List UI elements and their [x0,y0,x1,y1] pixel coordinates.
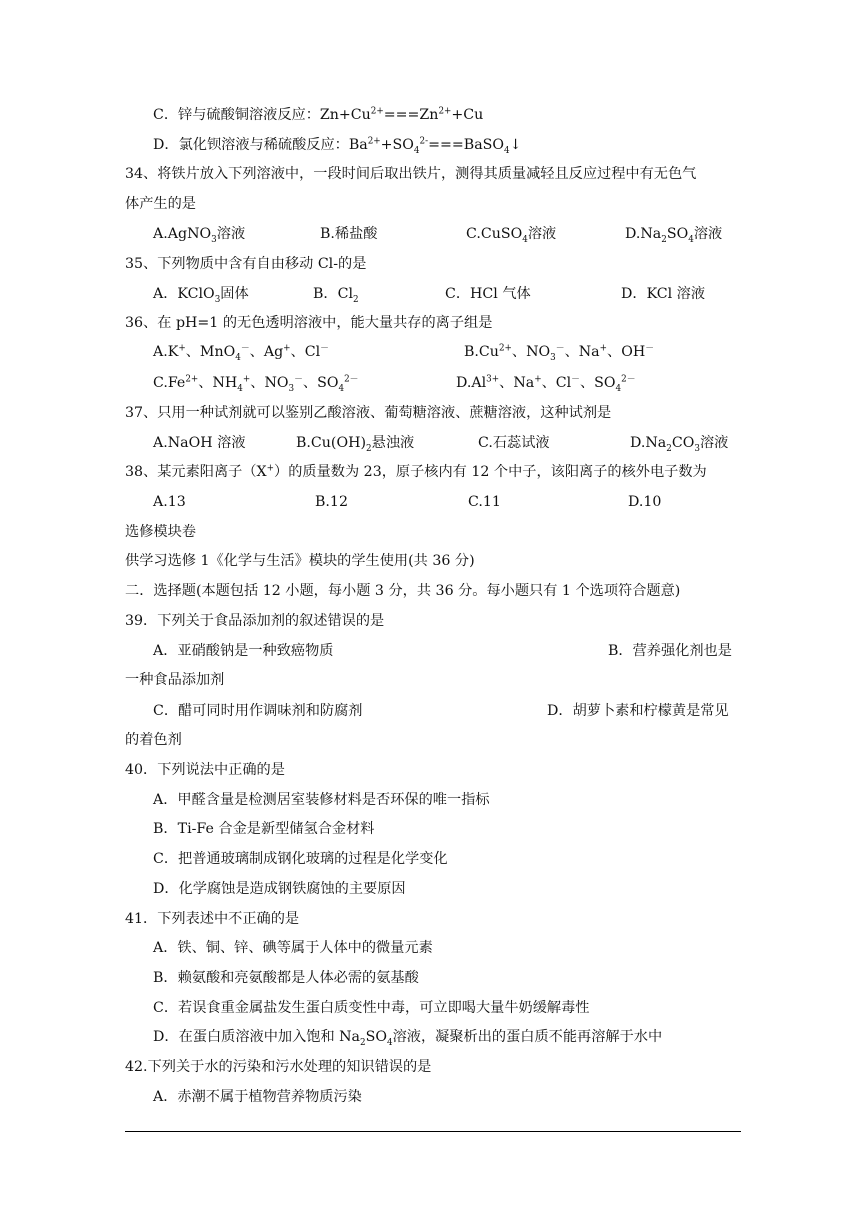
question-38: 38、某元素阳离子（X+）的质量数为 23，原子核内有 12 个中子，该阳离子的核外电子数为 [125,463,707,480]
question-36: 36、在 pH=1 的无色透明溶液中，能大量共存的离子组是 [125,315,493,331]
options-37-item-2: C.石蕊试液 [478,435,550,451]
options-34-item-3: $D.Na_2SO_4$溶液 [625,226,723,245]
option-40a: A．甲醛含量是检测居室装修材料是否环保的唯一指标 [153,792,490,808]
question-40: 40．下列说法中正确的是 [125,762,285,778]
options-39-ab-item-1: B．营养强化剂也是 [608,643,732,659]
options-38-item-3: D.10 [628,494,662,510]
question-34-cont: 体产生的是 [125,196,196,212]
options-39-b-cont: 一种食品添加剂 [125,672,225,688]
options-34-item-0: A.AgNO$_3$溶液 [153,226,246,245]
section-instruction: 二．选择题(本题包括 12 小题，每小题 3 分，共 36 分。每小题只有 1 个选项符合题意) [125,583,681,599]
question-35: 35、下列物质中含有自由移动 Cl-的是 [125,256,367,272]
option-42a: A．赤潮不属于植物营养物质污染 [153,1089,362,1105]
options-36-cd-item-1: $D.Al^{3+}$、Na+、Cl－、$SO_4^{2-}$ [456,374,636,394]
options-37-item-0: A.NaOH 溶液 [153,435,246,451]
option-40c: C．把普通玻璃制成钢化玻璃的过程是化学变化 [153,851,448,867]
options-38-item-0: A.13 [153,494,186,510]
options-39-cd-item-0: C．醋可同时用作调味剂和防腐剂 [153,703,363,719]
options-38-item-1: B.12 [315,494,348,510]
options-36-ab-item-0: A.K+、MnO$_4$－、Ag+、Cl－ [153,343,329,363]
options-37-item-1: $B.Cu(OH)_2$悬浊液 [296,435,415,454]
question-34: 34、将铁片放入下列溶液中，一段时间后取出铁片，测得其质量减轻且反应过程中有无色气 [125,166,697,182]
options-39-d-cont: 的着色剂 [125,732,182,748]
options-35-item-3: D．KCl 溶液 [621,286,706,302]
option-41b: B．赖氨酸和亮氨酸都是人体必需的氨基酸 [153,970,419,986]
option-41a: A．铁、铜、锌、碘等属于人体中的微量元素 [153,940,433,956]
options-35-item-2: C．HCl 气体 [445,286,531,302]
option-40b: B．Ti-Fe 合金是新型储氢合金材料 [153,821,375,837]
options-38-item-2: C.11 [468,494,501,510]
option-33c: C．锌与硫酸铜溶液反应：$Zn+Cu^{2+}===Zn^{2+}+Cu$ [153,106,484,123]
options-34-item-1: B.稀盐酸 [320,226,378,242]
section-subtitle: 供学习选修 1《化学与生活》模块的学生使用(共 36 分) [125,553,475,569]
question-39: 39．下列关于食品添加剂的叙述错误的是 [125,613,385,629]
options-36-cd-item-0: $C.Fe^{2+}$、$NH_4^+$、$NO_3^-$、$SO_4^{2-}$ [153,374,359,394]
options-37-item-3: $D.Na_2CO_3$溶液 [630,435,729,454]
option-40d: D．化学腐蚀是造成钢铁腐蚀的主要原因 [153,881,406,897]
options-39-ab-item-0: A．亚硝酸钠是一种致癌物质 [153,643,334,659]
question-41: 41．下列表述中不正确的是 [125,911,300,927]
options-35-item-0: A．KClO$_3$固体 [153,286,249,305]
options-35-item-1: B．$Cl_2$ [313,286,359,305]
section-title: 选修模块卷 [125,524,196,540]
footer-rule [125,1131,741,1132]
option-41c: C．若误食重金属盐发生蛋白质变性中毒，可立即喝大量牛奶缓解毒性 [153,1000,590,1016]
option-41d: D．在蛋白质溶液中加入饱和 $Na_2SO_4$溶液，凝聚析出的蛋白质不能再溶解于水中 [153,1029,663,1048]
options-36-ab-item-1: $B.Cu^{2+}$、$NO_3^-$、Na+、OH－ [464,343,655,363]
question-37: 37、只用一种试剂就可以鉴别乙酸溶液、葡萄糖溶液、蔗糖溶液，这种试剂是 [125,405,612,421]
options-34-item-2: C.CuSO$_4$溶液 [466,226,557,245]
options-39-cd-item-1: D．胡萝卜素和柠檬黄是常见 [547,703,729,719]
option-33d: D．氯化钡溶液与稀硫酸反应：$Ba^{2+}+SO_4^{2-}===BaSO_4↓$ [153,136,522,156]
question-42: 42.下列关于水的污染和污水处理的知识错误的是 [125,1059,432,1075]
